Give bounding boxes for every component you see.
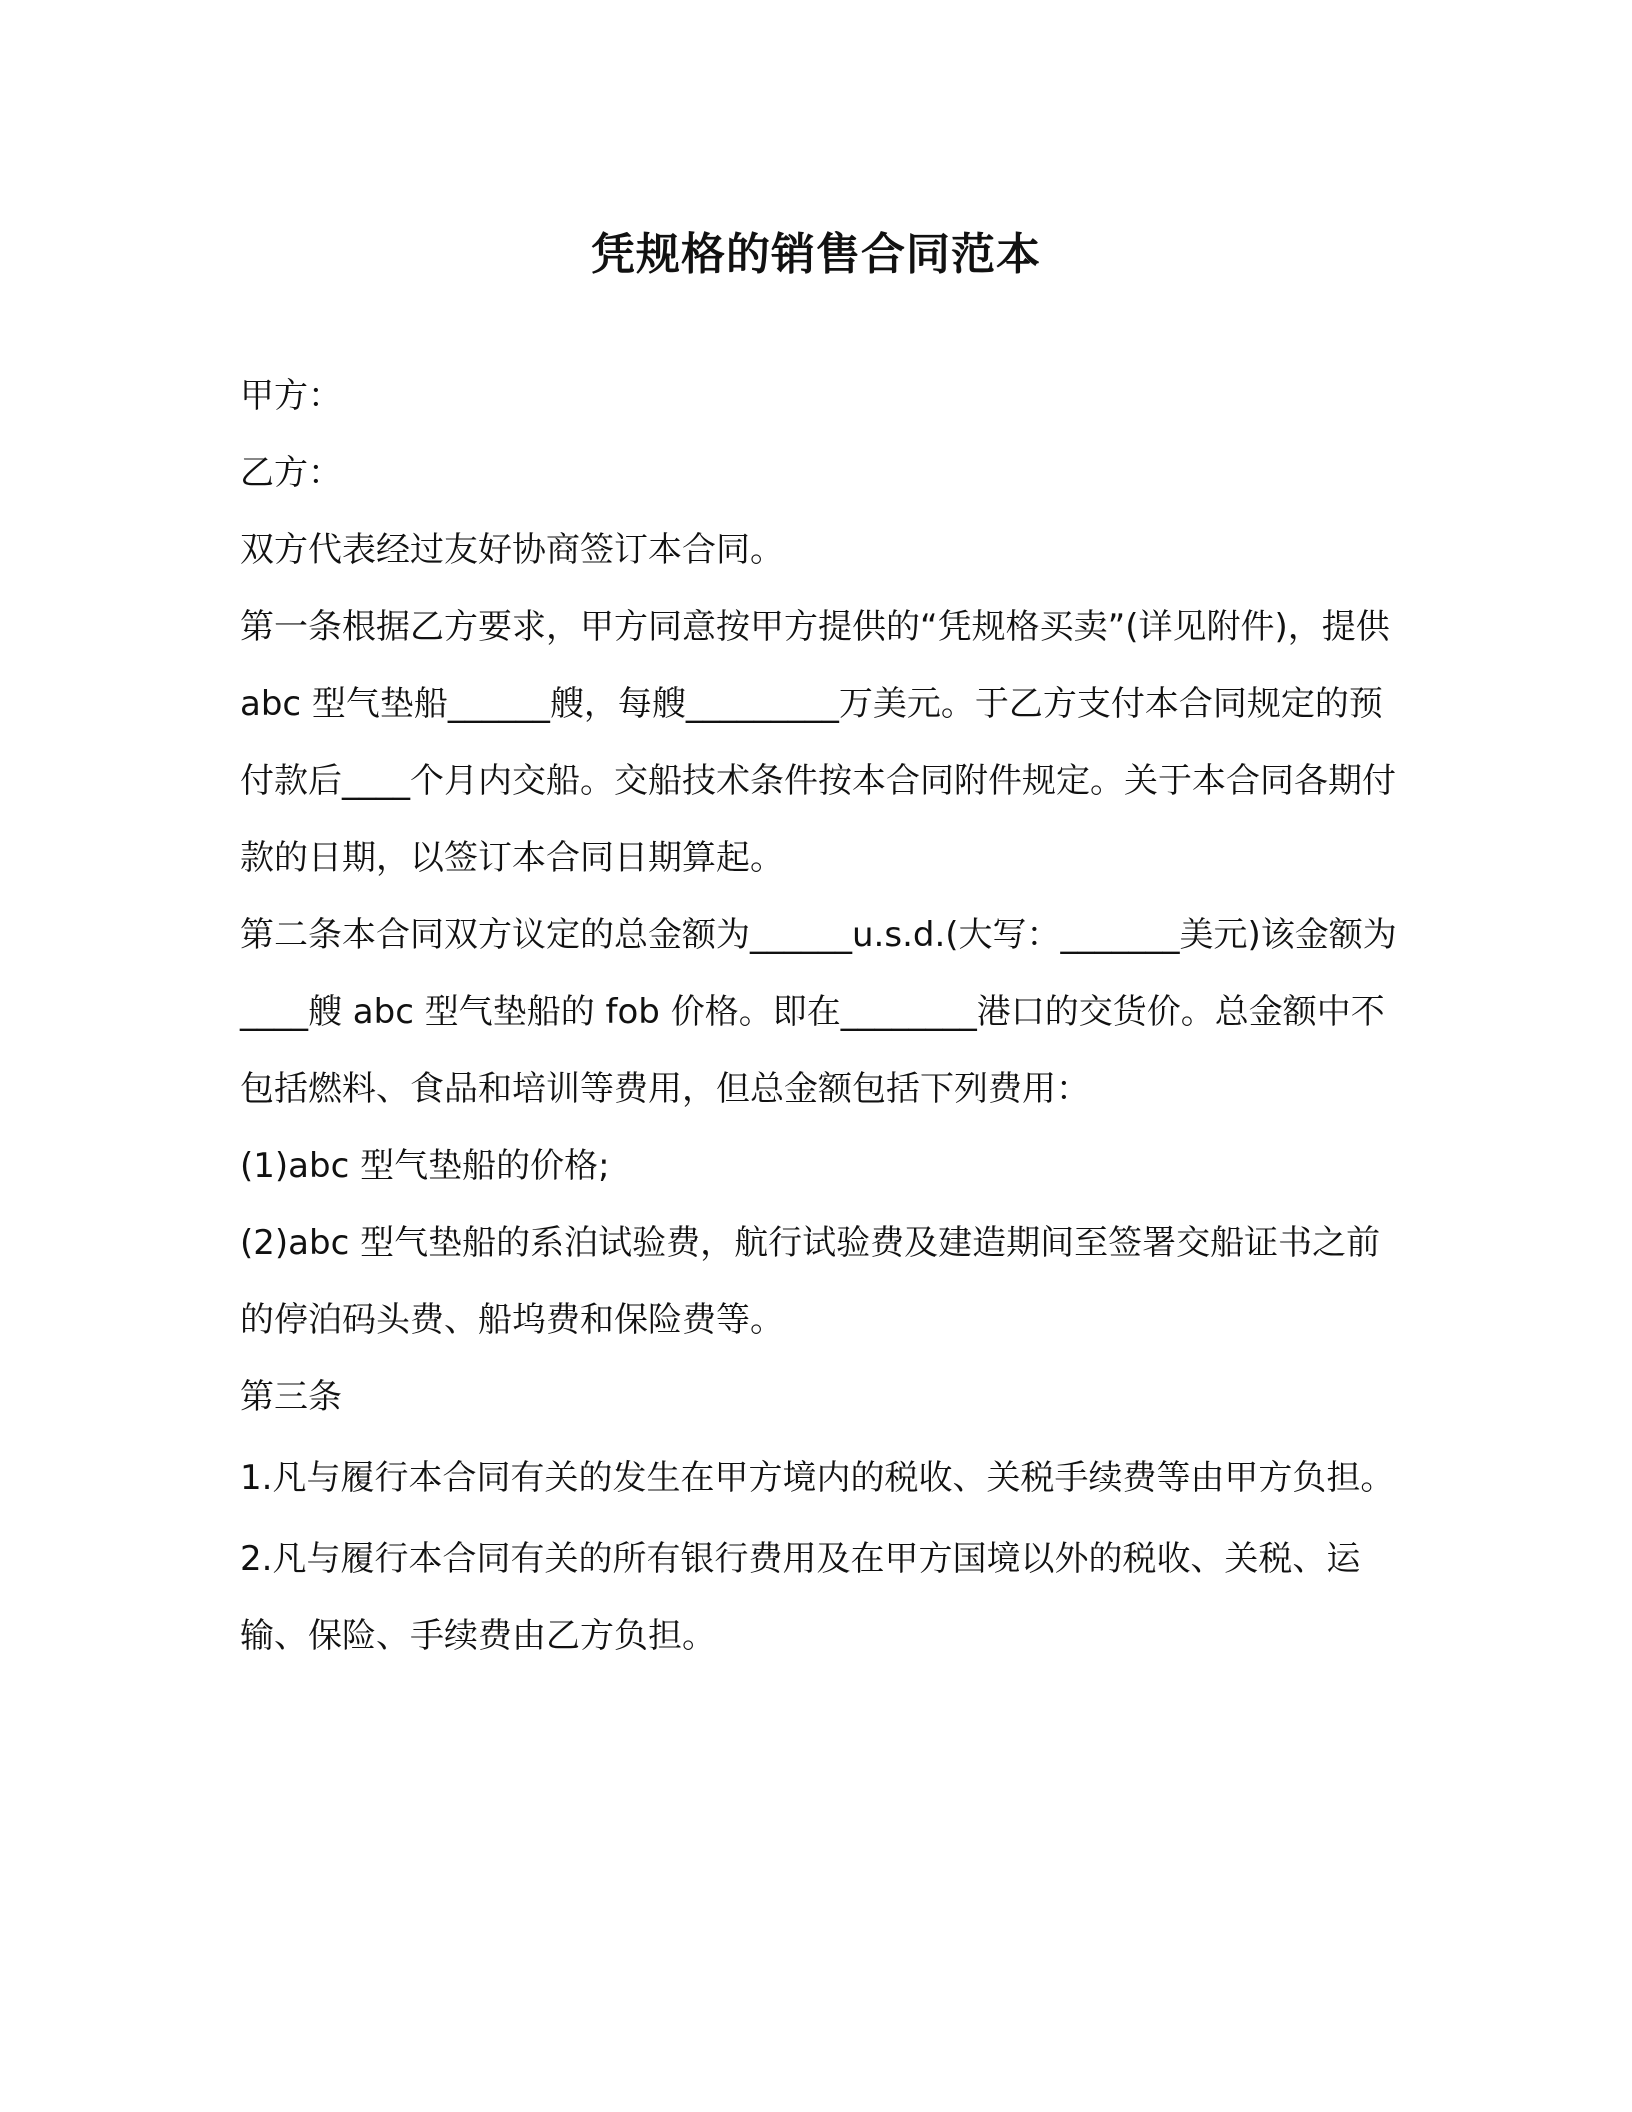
party-b-line: 乙方： xyxy=(240,453,342,493)
intro-paragraph: 双方代表经过友好协商签订本合同。 xyxy=(240,530,784,570)
article-2-paragraph: 第二条本合同双方议定的总金额为______u.s.d.(大写：_______美元)该金额为____艘 abc 型气垫船的 fob 价格。即在________港口的交货价。总金额中不包括燃料、食品和培训等费用，但总金额包括下列费用： xyxy=(240,915,1397,1109)
party-a-line: 甲方： xyxy=(240,376,342,416)
article-3-item-1: 1.凡与履行本合同有关的发生在甲方境内的税收、关税手续费等由甲方负担。 xyxy=(240,1458,1395,1498)
article-1-paragraph: 第一条根据乙方要求，甲方同意按甲方提供的“凭规格买卖”(详见附件)，提供 abc 型气垫船______艘，每艘_________万美元。于乙方支付本合同规定的预付款后____个月内交船。交船技术条件按本合同附件规定。关于本合同各期付款的日期，以签订本合同日期算起。 xyxy=(240,607,1396,878)
article-3-heading: 第三条 xyxy=(240,1377,342,1417)
document-title: 凭规格的销售合同范本 xyxy=(591,229,1041,281)
article-3-item-2: 2.凡与履行本合同有关的所有银行费用及在甲方国境以外的税收、关税、运输、保险、手续费由乙方负担。 xyxy=(240,1539,1361,1656)
article-2-item-2: (2)abc 型气垫船的系泊试验费，航行试验费及建造期间至签署交船证书之前的停泊码头费、船坞费和保险费等。 xyxy=(240,1223,1381,1340)
document-body xyxy=(240,358,1400,1675)
article-2-item-1: (1)abc 型气垫船的价格; xyxy=(240,1146,610,1186)
